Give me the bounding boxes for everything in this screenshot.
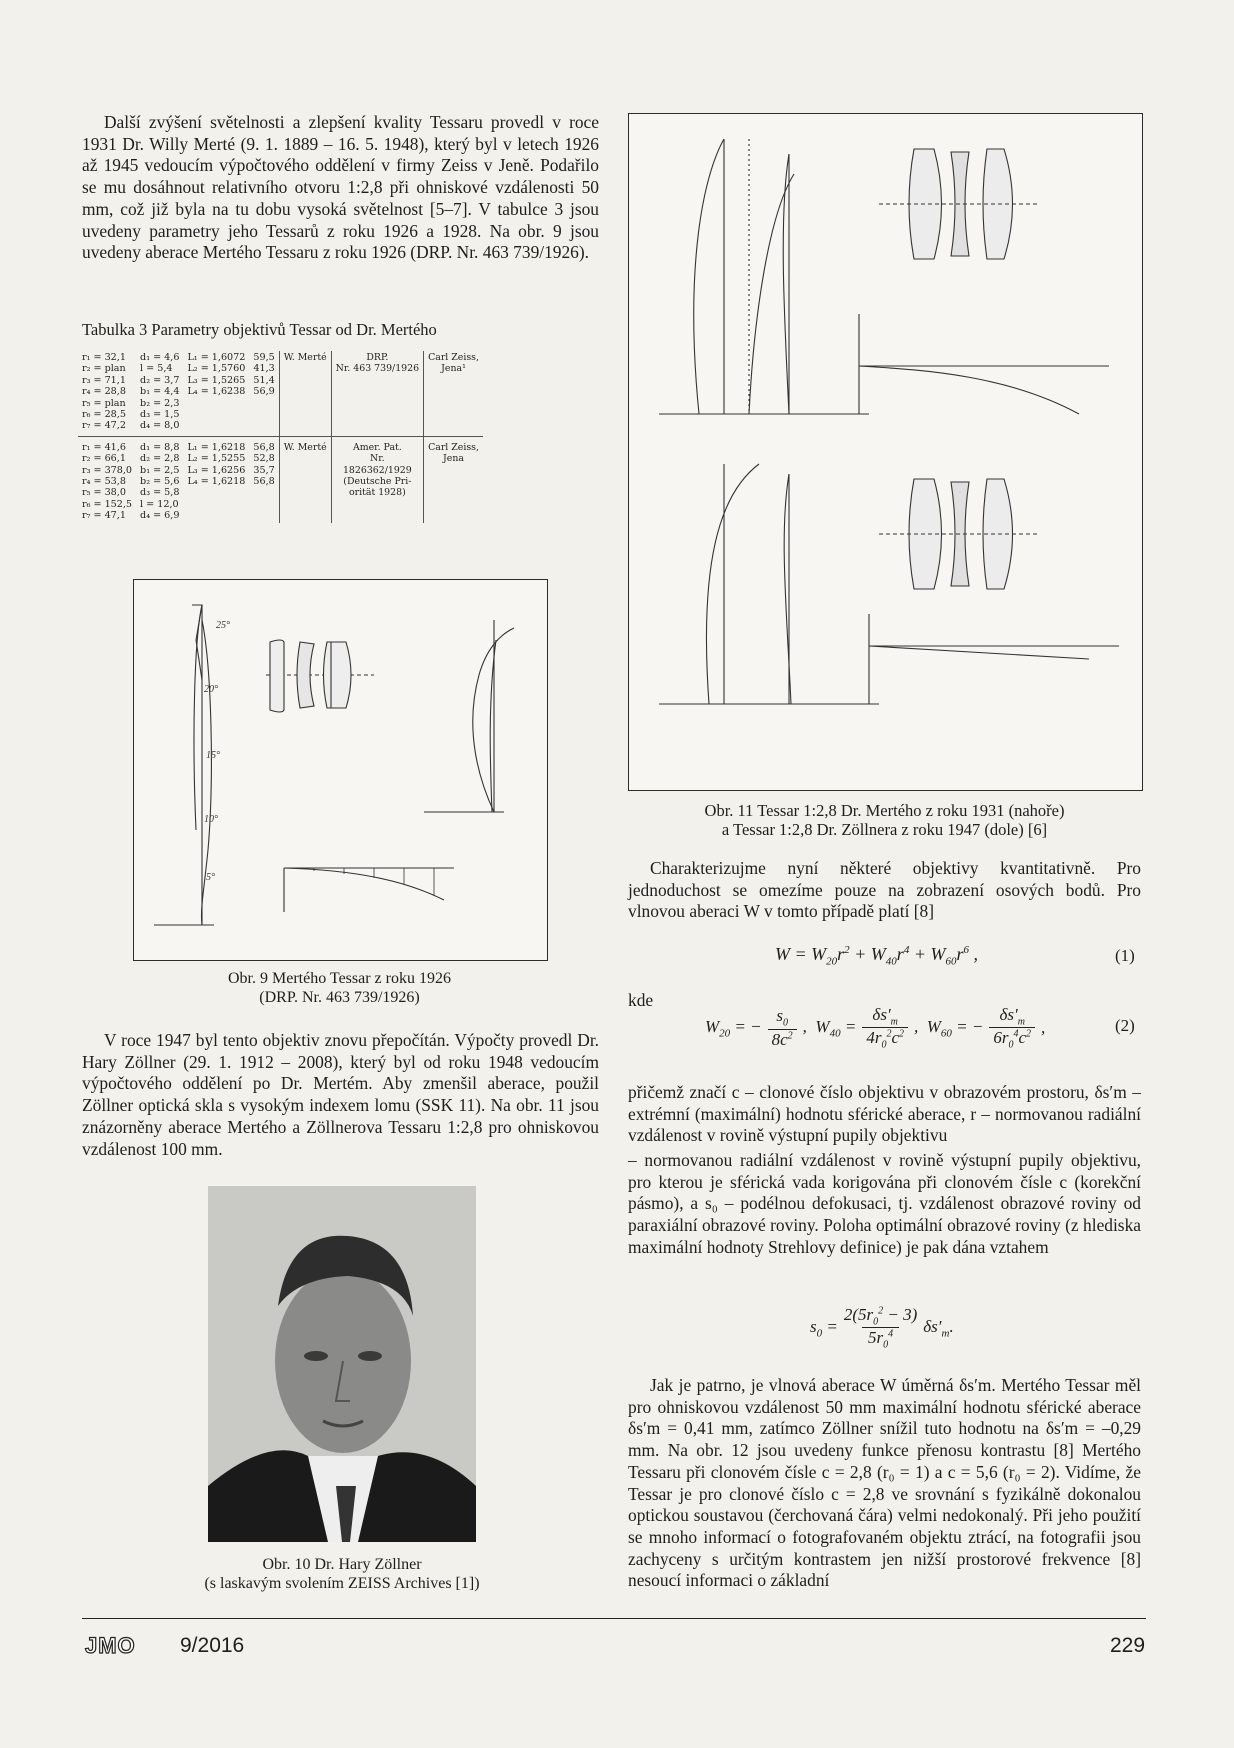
author-2: W. Merté: [279, 436, 331, 522]
figure-11-plot: [629, 114, 1142, 790]
paragraph-2: V roce 1947 byl tento objektiv znovu přepočítán. Výpočty provedl Dr. Hary Zöllner (29. 1. 1912 – 2008), který byl od roku 1948 vedoucím výpočtového oddělení po Dr. Mertém. Aby zmenšil aberace, použil Zöllner optická skla s vysokým indexem lomu (SSK 11). Na obr. 11 jsou znázorněny aberace Mertého a Zöllnerova Tessaru 1:2,8 pro ohniskovou vzdálenost 100 mm.: [82, 1030, 599, 1159]
paragraph-3: Charakterizujme nyní některé objektivy kvantitativně. Pro jednoduchost se omezíme pouze na zobrazení osových bodů. Pro vlnovou aberaci W v tomto případě platí [8]: [628, 858, 1141, 922]
table-cell: d₁ = 4,6: [140, 352, 180, 363]
table-cell: d₃ = 1,5: [140, 409, 180, 421]
kde-label: kde: [628, 990, 654, 1010]
table-cell: L₂ = 1,5255: [187, 453, 246, 465]
table-cell: r₂ = 66,1: [82, 453, 126, 465]
table-cell: 59,5: [253, 352, 275, 363]
portrait-illustration: [208, 1186, 476, 1542]
footer-rule: [82, 1618, 1146, 1619]
equation-1-number: (1): [1115, 946, 1135, 965]
table-cell: r₂ = plan: [82, 363, 126, 375]
r-values-1: [78, 351, 136, 436]
table-cell: r₆ = 152,5: [82, 498, 133, 510]
table-cell: 41,3: [253, 363, 275, 375]
portrait-photo-zollner: [208, 1186, 476, 1542]
angle-label-10: 10°: [204, 814, 218, 825]
table-cell: r₆ = 28,5: [82, 409, 126, 421]
page-number: 229: [1110, 1634, 1146, 1657]
table-cell: L₃ = 1,5265: [187, 374, 246, 386]
table-cell: b₂ = 5,6: [140, 476, 180, 488]
table-cell: L₄ = 1,6218: [187, 476, 246, 488]
patent-1: DRP. Nr. 463 739/1926: [331, 351, 423, 436]
table-cell: 56,8: [253, 476, 275, 488]
table-cell: d₃ = 5,8: [140, 487, 180, 499]
paragraph-4: přičemž značí c – clonové číslo objektivu v obrazovém prostoru, δs′m – extrémní (maximální) hodnotu sférické aberace, r – normovanou radiální vzdálenost v rovině výstupní pupily objektivu: [628, 1082, 1141, 1146]
figure-11-caption: Obr. 11 Tessar 1:2,8 Dr. Mertého z roku 1931 (nahoře) a Tessar 1:2,8 Dr. Zöllnera z roku 1947 (dole) [6]: [704, 801, 1065, 839]
table-cell: d₂ = 3,7: [140, 374, 180, 386]
L-values-1: [183, 351, 249, 436]
table-cell: l = 12,0: [140, 498, 179, 510]
table-cell: 52,8: [253, 453, 275, 465]
figure-10-caption: Obr. 10 Dr. Hary Zöllner (s laskavým svolením ZEISS Archives [1]): [204, 1556, 480, 1592]
figure-11-aberrations: [628, 113, 1143, 791]
table-group-2: [78, 436, 483, 522]
table-cell: r₁ = 32,1: [82, 352, 126, 363]
table-cell: r₁ = 41,6: [82, 441, 126, 453]
table-cell: L₄ = 1,6238: [187, 386, 246, 398]
table-cell: d₁ = 8,8: [140, 441, 180, 453]
table-cell: r₇ = 47,2: [82, 420, 126, 432]
table-cell: b₁ = 2,5: [140, 464, 180, 476]
table-cell: 51,4: [253, 374, 275, 386]
table-group-1: [78, 351, 483, 436]
issue-number: 9/2016: [180, 1634, 245, 1657]
parameters-table: [78, 351, 602, 523]
table-cell: L₂ = 1,5760: [187, 363, 246, 375]
figure-9-aberrations: [133, 579, 548, 961]
table-caption: Tabulka 3 Parametry objektivů Tessar od Dr. Mertého: [82, 320, 437, 339]
paragraph-5: Jak je patrno, je vlnová aberace W úměrná δs′m. Mertého Tessar měl pro ohniskovou vzdálenost 50 mm maximální hodnotu sférické aberace δs′m = 0,41 mm, zatímco Zöllner snížil tuto hodnotu na δs′m = –0,29 mm. Na obr. 12 jsou uvedeny funkce přenosu kontrastu [8] Mertého Tessaru při clonovém čísle c = 2,8 (r₀ = 1) a c = 5,6 (r₀ = 2). Vidíme, že Tessar je pro clonové číslo c = 2,8 ve srovnání s fyzikálně dokonalou optickou soustavou (čerchovaná čára) velmi nedokonalý. Při jeho použití se mnoho informací o fotografovaném objektu ztrácí, na fotografii jsou zachyceny s určitým kontrastem jen nižší prostorové frekvence [8] nesoucí informaci o základní: [628, 1375, 1141, 1591]
table-cell: 56,9: [253, 386, 275, 398]
table-cell: 56,8: [253, 441, 275, 453]
table-cell: d₂ = 2,8: [140, 453, 180, 465]
table-cell: r₃ = 378,0: [82, 464, 133, 476]
table-cell: L₁ = 1,6218: [187, 441, 246, 453]
equation-2-number: (2): [1115, 1016, 1135, 1035]
author-1: W. Merté: [279, 351, 331, 436]
figure-9-caption: Obr. 9 Mertého Tessar z roku 1926 (DRP. Nr. 463 739/1926): [228, 970, 451, 1006]
equation-2: $W_{20}$ = − $\frac{s_0}{8c^2}$ , $W_{40}$ = $\frac{\delta s'_m}{4r_0^2c^2}$ , $W_{60}$ = − $\frac{\delta s'_m}{6r_0^4c^2}$ ,: [705, 1005, 1046, 1051]
v-values-1: [249, 351, 279, 436]
table-cell: d₄ = 6,9: [140, 510, 180, 522]
table-cell: L₁ = 1,6072: [187, 352, 246, 363]
angle-label-15: 15°: [206, 750, 220, 761]
maker-1: Carl Zeiss, Jena¹: [424, 351, 483, 436]
maker-2: Carl Zeiss, Jena: [424, 436, 483, 522]
d-values-2: [136, 436, 183, 522]
r-values-2: [78, 436, 136, 522]
table-cell: b₁ = 4,4: [140, 386, 180, 398]
table-cell: r₅ = 38,0: [82, 487, 126, 499]
table-cell: r₅ = plan: [82, 397, 126, 409]
equation-1: $W = W_{20}r^2 + W_{40}r^4 + W_{60}r^6$ ,: [775, 944, 978, 968]
v-values-2: [249, 436, 279, 522]
equation-3: $s_0$ = $\frac{2(5r_0^2 - 3)}{5r_0^4}$ $\delta s'_m$.: [810, 1305, 954, 1351]
table-cell: 35,7: [253, 464, 275, 476]
d-values-1: [136, 351, 183, 436]
table-cell: r₄ = 53,8: [82, 476, 126, 488]
table-cell: b₂ = 2,3: [140, 397, 180, 409]
angle-label-25: 25°: [216, 620, 230, 631]
table-cell: d₄ = 8,0: [140, 420, 180, 432]
table-cell: L₃ = 1,6256: [187, 464, 246, 476]
table-cell: r₄ = 28,8: [82, 386, 126, 398]
paragraph-4b: – normovanou radiální vzdálenost v rovině výstupní pupily objektivu, pro kterou je sférická vada korigována při clonovém čísle c (korekční pásmo), a s₀ – podélnou defokusaci, tj. vzdálenost obrazové roviny od paraxiální obrazové roviny. Poloha optimální obrazové roviny (z hlediska maximální hodnoty Strehlovy definice) je pak dána vztahem: [628, 1150, 1141, 1257]
angle-label-5: 5°: [206, 872, 215, 883]
figure-9-plot: [134, 580, 547, 960]
table-cell: l = 5,4: [140, 363, 173, 375]
intro-paragraph: Další zvýšení světelnosti a zlepšení kvality Tessaru provedl v roce 1931 Dr. Willy Merté (9. 1. 1889 – 16. 5. 1948), který byl v letech 1926 až 1945 vedoucím výpočtového oddělení v firmy Zeiss v Jeně. Podařilo se mu dosáhnout relativního otvoru 1:2,8 při ohniskové vzdálenosti 50 mm, což již byla na tu dobu vysoká světelnost [5–7]. V tabulce 3 jsou uvedeny parametry jeho Tessarů z roku 1926 a 1928. Na obr. 9 jsou uvedeny aberace Mertého Tessaru z roku 1926 (DRP. Nr. 463 739/1926).: [82, 112, 599, 263]
L-values-2: [183, 436, 249, 522]
patent-2: Amer. Pat. Nr. 1826362/1929 (Deutsche Pri- orität 1928): [331, 436, 423, 522]
jmo-logo: JMO: [85, 1633, 136, 1658]
table-cell: r₃ = 71,1: [82, 374, 126, 386]
angle-label-20: 20°: [204, 684, 218, 695]
table-cell: r₇ = 47,1: [82, 510, 126, 522]
